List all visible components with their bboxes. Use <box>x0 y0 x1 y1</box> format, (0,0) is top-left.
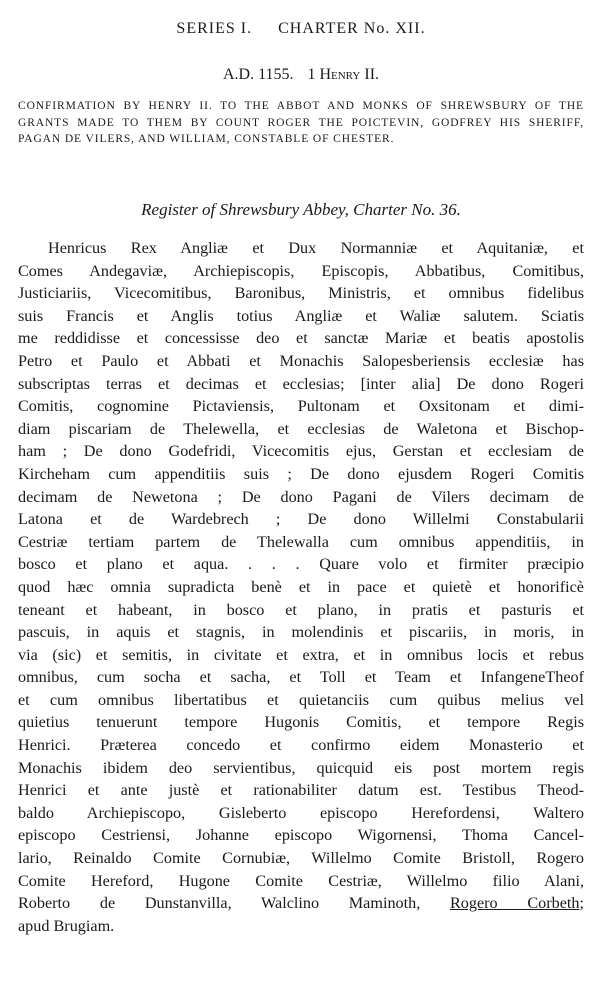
underlined-witness: Rogero Corbeth <box>449 894 580 913</box>
text-line: Comitis, cognomine Pictaviensis, Pultonam et Oxsitonam et dimi- <box>18 397 584 416</box>
charter-text <box>18 237 584 937</box>
series-label: SERIES I. <box>176 20 253 37</box>
text-line: me reddidisse et concessisse deo et sanctæ Mariæ et beatis apostolis <box>18 329 584 348</box>
text-line: Latona et de Wardebrech ; De dono Willelmi Constabularii <box>18 510 584 529</box>
text-line: Kircheham cum appenditiis suis ; De dono ejusdem Rogeri Comitis <box>18 464 584 483</box>
charter-number: CHARTER No. XII. <box>278 20 426 37</box>
text-line-closing: apud Brugiam. <box>18 916 115 935</box>
text-line: bosco et plano et aqua. . . . Quare volo et firmiter præcipio <box>18 555 584 574</box>
text-line: Comite Hereford, Hugone Comite Cestriæ, Willelmo filio Alani, <box>18 871 584 890</box>
text-line-start: Roberto de Dunstanvilla, Walclino Maminoth, <box>18 894 421 913</box>
register-reference: Register of Shrewsbury Abbey, Charter No. 36. <box>141 200 461 219</box>
text-line: ham ; De dono Godefridi, Vicecomitis ejus, Gerstan et ecclesiam de <box>18 442 584 461</box>
text-line: pascuis, in aquis et stagnis, in molendinis et piscariis, in moris, in <box>18 623 584 642</box>
text-line: et cum omnibus libertatibus et quietanciis cum quibus melius vel <box>18 690 584 709</box>
text-line: quod hæc omnia supradicta benè et in pace et quietè et honorificè <box>18 577 584 596</box>
text-line: decimam de Newetona ; De dono Pagani de Vilers decimam de <box>18 487 584 506</box>
line-tail: ; <box>579 894 584 913</box>
confirmation-title: CONFIRMATION BY HENRY II. TO THE ABBOT AND MONKS OF SHREWSBURY OF THE GRANTS MADE TO THEM BY COUNT ROGER THE POICTEVIN, GODFREY HIS SHERIFF, PAGAN DE VILERS, AND WILLIAM, CONSTABLE OF CHESTER. <box>18 100 584 145</box>
text-line: teneant et habeant, in bosco et plano, in pratis et pasturis et <box>18 600 584 619</box>
text-line: lario, Reinaldo Comite Cornubiæ, Willelmo Comite Bristoll, Rogero <box>18 849 584 868</box>
text-line: baldo Archiepiscopo, Gisleberto episcopo Herefordensi, Waltero <box>18 803 584 822</box>
text-line: quietius tenuerunt tempore Hugonis Comitis, et tempore Regis <box>18 713 584 732</box>
text-line: Henrici. Præterea concedo et confirmo eidem Monasterio et <box>18 736 584 755</box>
text-line: Petro et Paulo et Abbati et Monachis Salopesberiensis ecclesiæ has <box>18 351 584 370</box>
text-line: via (sic) et semitis, in civitate et extra, et in omnibus locis et rebus <box>18 645 584 664</box>
text-line: Monachis ibidem deo servientibus, quicquid eis post mortem regis <box>18 758 584 777</box>
text-line: Henrici et ante justè et rationabiliter datum est. Testibus Theod- <box>18 781 584 800</box>
text-line: omnibus, cum socha et sacha, et Toll et Team et InfangeneTheof <box>18 668 584 687</box>
text-line: Cestriæ tertiam partem de Thelewalla cum omnibus appenditiis, in <box>18 532 584 551</box>
text-line: episcopo Cestriensi, Johanne episcopo Wigornensi, Thoma Cancel- <box>18 826 584 845</box>
text-line-with-underline <box>18 892 584 915</box>
text-line: Comes Andegaviæ, Archiepiscopis, Episcopis, Abbatibus, Comitibus, <box>18 261 584 280</box>
text-line: Justiciariis, Vicecomitibus, Baronibus, Ministris, et omnibus fidelibus <box>18 284 584 303</box>
date-heading <box>0 66 602 84</box>
text-line: suis Francis et Anglis totius Angliæ et Waliæ salutem. Sciatis <box>18 306 584 325</box>
anno-domini: A.D. 1155. <box>222 66 294 83</box>
text-line: diam piscariam de Thelewella, et ecclesias de Waletona et Bischop- <box>18 419 584 438</box>
text-line: subscriptas terras et decimas et ecclesias; [inter alia] De dono Rogeri <box>18 374 584 393</box>
text-line: Henricus Rex Angliæ et Dux Normanniæ et Aquitaniæ, et <box>48 239 584 257</box>
series-heading <box>0 20 602 38</box>
regnal-year: 1 Henry II. <box>307 66 380 83</box>
